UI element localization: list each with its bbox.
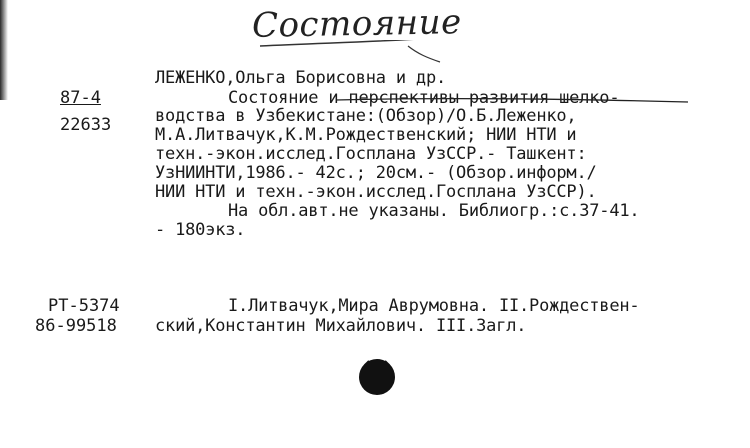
registration-number: 86-99518 xyxy=(35,316,117,336)
notes-line: На обл.авт.не указаны. Библиогр.:с.37-41. xyxy=(228,201,640,221)
title-line-2: водства в Узбекистане:(Обзор)/О.Б.Леженко, xyxy=(155,106,577,126)
rt-number: РТ-5374 xyxy=(48,296,120,316)
title-line-6: НИИ НТИ и техн.-экон.исслед.Госплана УзССР). xyxy=(155,182,597,202)
title-hand-underline xyxy=(336,92,696,106)
title-line-1: Состояние и перспективы развития шелко- xyxy=(228,88,620,108)
title-line-4: техн.-экон.исслед.Госплана УзССР.- Ташкент: xyxy=(155,144,587,164)
title-line-3: М.А.Литвачук,К.М.Рождественский; НИИ НТИ и xyxy=(155,125,577,145)
card-punch-hole xyxy=(355,355,405,405)
title-line-5: УзНИИНТИ,1986.- 42с.; 20см.- (Обзор.информ./ xyxy=(155,163,597,183)
tracings-line-2: ский,Константин Михайлович. III.Загл. xyxy=(155,316,527,336)
handwritten-subject-heading: Состояние xyxy=(251,2,463,46)
tracings-line-1: I.Литвачук,Мира Аврумовна. II.Рождествен- xyxy=(228,296,640,316)
author-heading: ЛЕЖЕНКО,Ольга Борисовна и др. xyxy=(155,68,447,88)
scan-edge-shadow xyxy=(0,0,8,100)
call-number: 87-4 xyxy=(60,88,101,108)
inventory-number: 22633 xyxy=(60,115,112,135)
print-run-line: - 180экз. xyxy=(155,220,246,240)
